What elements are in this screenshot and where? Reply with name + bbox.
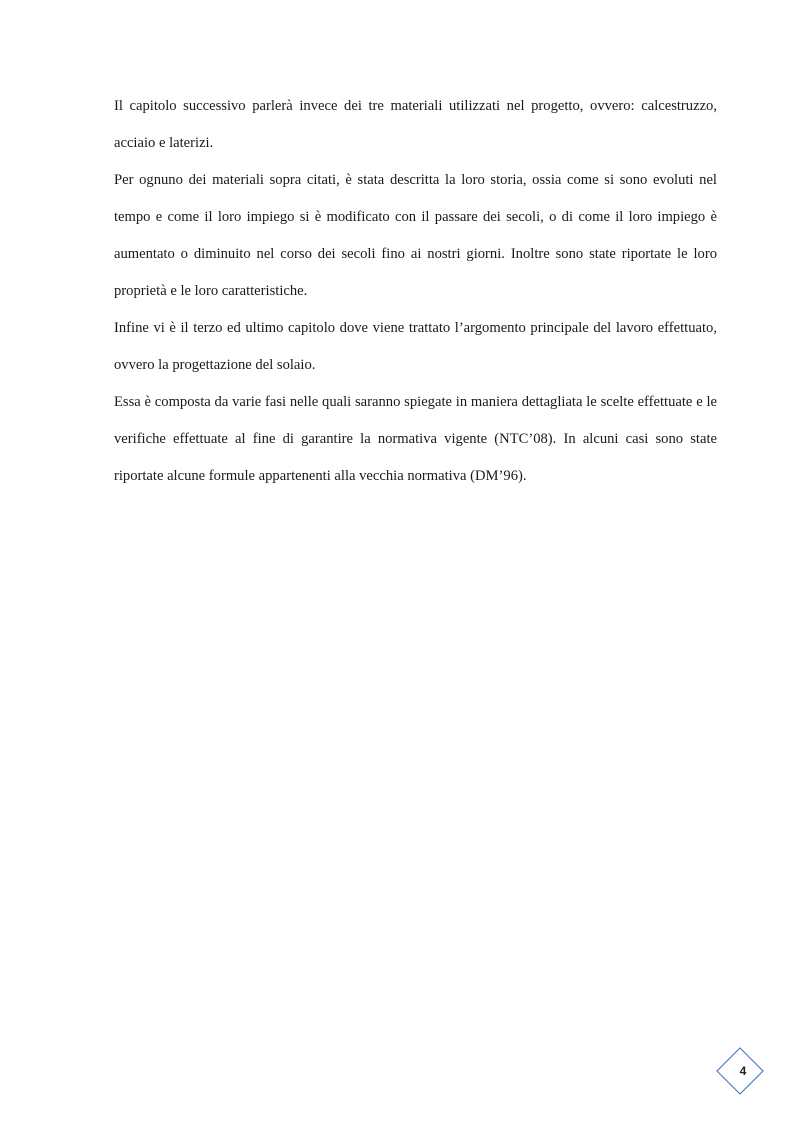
page-number-badge — [715, 1046, 765, 1096]
page-number: 4 — [739, 1064, 747, 1078]
body-text — [114, 88, 717, 495]
paragraph-third-chapter: Infine vi è il terzo ed ultimo capitolo dove viene trattato l’argomento principale del lavoro effettuato, ovvero la progettazione del solaio. — [114, 320, 717, 373]
paragraph-history: Per ognuno dei materiali sopra citati, è stata descritta la loro storia, ossia come si sono evoluti nel tempo e come il loro impiego si è modificato con il passare dei secoli, o di come il loro impiego è aumentato o diminuito nel corso dei secoli fino ai nostri giorni. Inoltre sono state riportate le loro proprietà e le loro caratteristiche. — [114, 172, 717, 299]
paragraph-materials: Il capitolo successivo parlerà invece dei tre materiali utilizzati nel progetto, ovvero: calcestruzzo, acciaio e laterizi. — [114, 98, 717, 151]
paragraph-phases: Essa è composta da varie fasi nelle quali saranno spiegate in maniera dettagliata le scelte effettuate e le verifiche effettuate al fine di garantire la normativa vigente (NTC’08). In alcuni casi sono state riportate alcune formule appartenenti alla vecchia normativa (DM’96). — [114, 394, 717, 484]
